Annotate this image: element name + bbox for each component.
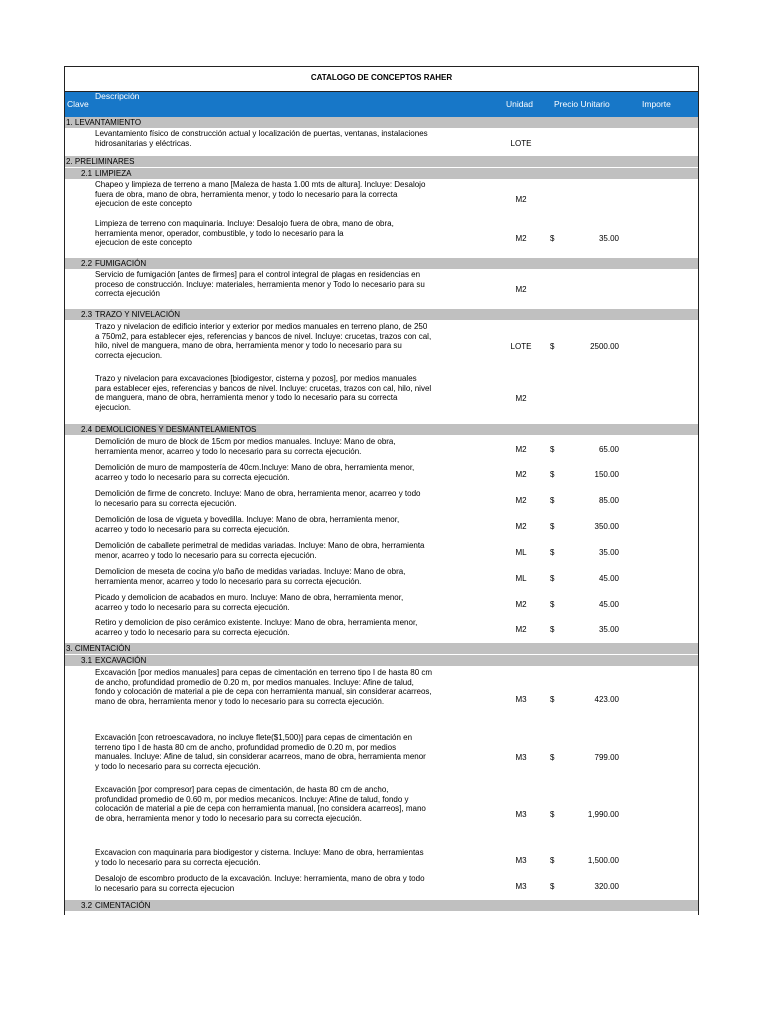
currency-sign: $ bbox=[550, 574, 555, 583]
currency-sign: $ bbox=[550, 522, 555, 531]
concept-description: Desalojo de escombro producto de la excavación. Incluye: herramienta, mano de obra y todo lo necesario para su correcta ejecucion bbox=[95, 874, 425, 893]
concept-description: Excavación [con retroescavadora, no incluye flete($1,500)] para cepas de cimentación en terreno tipo I de hasta 80 cm de ancho, profundidad promedio de 0.20 m, por medios manuales. Incluye: Afine de talud, sin considerar acarreos, mano de obra, herramienta menor y todo lo necesario para su correcta ejecución. bbox=[95, 733, 426, 771]
concept-row bbox=[65, 437, 698, 461]
concept-unit: M2 bbox=[515, 522, 527, 531]
concept-description: Excavación [por compresor] para cepas de cimentación, de hasta 80 cm de ancho, profundidad promedio de 0.60 m, por medios mecanicos. Incluye: Afine de talud, fondo y colocación de material a pie de cepa con herramienta manual, [no considera acarreos], mano de obra, herramienta menor y todo lo necesario para su correcta ejecución. bbox=[95, 785, 426, 823]
currency-sign: $ bbox=[550, 234, 555, 243]
concept-row bbox=[65, 515, 698, 539]
subsection-label: EXCAVACIÓN bbox=[95, 656, 147, 665]
unit-price: 150.00 bbox=[594, 470, 619, 479]
concept-unit: M2 bbox=[515, 470, 527, 479]
header-importe: Importe bbox=[642, 99, 671, 109]
unit-price: 320.00 bbox=[594, 882, 619, 891]
currency-sign: $ bbox=[550, 445, 555, 454]
section-header bbox=[65, 643, 698, 654]
concept-description: Excavación [por medios manuales] para cepas de cimentación en terreno tipo I de hasta 80 cm de ancho, profundidad promedio de 0.20 m, por medios manuales. Incluye: Afine de talud, fondo y colocación de material a pie de cepa con herramienta manual, sin considerar acarreos, mano de obra, herramienta menor y todo lo necesario para su correcta ejecución. bbox=[95, 668, 433, 706]
subsection-label: DEMOLICIONES Y DESMANTELAMIENTOS bbox=[95, 425, 257, 434]
subsection-number: 2.1 bbox=[81, 169, 93, 178]
subsection-label: TRAZO Y NIVELACIÓN bbox=[95, 310, 181, 319]
subsection-number: 2.3 bbox=[81, 310, 93, 319]
catalog-title: CATALOGO DE CONCEPTOS RAHER bbox=[65, 67, 698, 92]
concept-unit: M2 bbox=[515, 625, 527, 634]
subsection-header bbox=[65, 258, 698, 269]
concept-unit: LOTE bbox=[510, 139, 532, 148]
currency-sign: $ bbox=[550, 548, 555, 557]
section-header bbox=[65, 117, 698, 128]
concept-row bbox=[65, 567, 698, 591]
subsection-number: 3.2 bbox=[81, 901, 93, 910]
header-precio-unitario: Precio Unitario bbox=[554, 99, 610, 109]
concept-description: Demolición de caballete perimetral de medidas variadas. Incluye: Mano de obra, herramienta menor, acarreo y todo lo necesario para su correcta ejecución. bbox=[95, 541, 425, 560]
concept-unit: M2 bbox=[515, 394, 527, 403]
concept-description: Demolición de firme de concreto. Incluye: Mano de obra, herramienta menor, acarreo y todo lo necesario para su correcta ejecución. bbox=[95, 489, 421, 508]
concept-row bbox=[65, 785, 698, 847]
unit-price: 45.00 bbox=[598, 574, 619, 583]
concept-row bbox=[65, 489, 698, 513]
concept-unit: M2 bbox=[515, 496, 527, 505]
section-label: 1. LEVANTAMIENTO bbox=[66, 118, 142, 127]
concept-unit: ML bbox=[515, 548, 527, 557]
concept-unit: M3 bbox=[515, 695, 527, 704]
currency-sign: $ bbox=[550, 470, 555, 479]
concept-row bbox=[65, 219, 698, 257]
concept-row bbox=[65, 668, 698, 732]
currency-sign: $ bbox=[550, 496, 555, 505]
concept-description: Trazo y nivelacion de edificio interior y exterior por medios manuales en terreno plano, de 250 a 750m2, para establecer ejes, referencias y bancos de nivel. Incluye: crucetas, trazos con cal, hilo, nivel de manguera, mano de obra, herramienta menor y todo lo necesario para su correcta ejecucion. bbox=[95, 322, 432, 360]
unit-price: 1,990.00 bbox=[587, 810, 619, 819]
concept-row bbox=[65, 733, 698, 785]
currency-sign: $ bbox=[550, 810, 555, 819]
header-clave: Clave bbox=[67, 99, 89, 109]
concept-description: Demolicion de meseta de cocina y/o baño de medidas variadas. Incluye: Mano de obra, herramienta menor, acarreo y todo lo necesario para su correcta ejecución. bbox=[95, 567, 406, 586]
subsection-number: 3.1 bbox=[81, 656, 93, 665]
concept-description: Trazo y nivelacion para excavaciones [biodigestor, cisterna y pozos], por medios manuales para establecer ejes, referencias y bancos de nivel. Incluye: crucetas, trazos con cal, hilo, nivel de manguera, mano de obra, herramienta menor y todo lo necesario para su correcta ejecucion. bbox=[95, 374, 432, 412]
unit-price: 350.00 bbox=[594, 522, 619, 531]
concept-unit: M3 bbox=[515, 753, 527, 762]
concept-unit: M2 bbox=[515, 234, 527, 243]
concept-description: Servicio de fumigación [antes de firmes] para el control integral de plagas en residencias en proceso de construcción. Incluye: materiales, herramienta menor y Todo lo necesario para su correcta ejecución bbox=[95, 270, 425, 299]
concept-description: Excavacion con maquinaria para biodigestor y cisterna. Incluye: Mano de obra, herramientas y todo lo necesario para su correcta ejecución. bbox=[95, 848, 424, 867]
concept-description: Retiro y demolicion de piso cerámico existente. Incluye: Mano de obra, herramienta menor, acarreo y todo lo necesario para su correcta ejecución. bbox=[95, 618, 418, 637]
currency-sign: $ bbox=[550, 856, 555, 865]
subsection-header bbox=[65, 424, 698, 435]
concept-description: Demolición de muro de block de 15cm por medios manuales. Incluye: Mano de obra, herramienta menor, acarreo y todo lo necesario para su correcta ejecución. bbox=[95, 437, 396, 456]
subsection-label: CIMENTACIÓN bbox=[95, 901, 151, 910]
concept-description: Chapeo y limpieza de terreno a mano [Maleza de hasta 1.00 mts de altura]. Incluye: Desalojo fuera de obra, mano de obra, herramienta menor, y todo lo necesario para la correcta ejecucion de este concepto bbox=[95, 180, 426, 209]
concept-row bbox=[65, 593, 698, 617]
concept-unit: M2 bbox=[515, 445, 527, 454]
subsection-header bbox=[65, 309, 698, 320]
section-label: 2. PRELIMINARES bbox=[66, 157, 135, 166]
unit-price: 1,500.00 bbox=[587, 856, 619, 865]
subsection-label: FUMIGACIÓN bbox=[95, 259, 147, 268]
unit-price: 423.00 bbox=[594, 695, 619, 704]
concept-row bbox=[65, 180, 698, 217]
unit-price: 35.00 bbox=[598, 548, 619, 557]
currency-sign: $ bbox=[550, 600, 555, 609]
concept-unit: ML bbox=[515, 574, 527, 583]
concept-unit: M3 bbox=[515, 810, 527, 819]
concept-row bbox=[65, 618, 698, 642]
concept-description: Demolición de losa de vigueta y bovedilla. Incluye: Mano de obra, herramienta menor, acarreo y todo lo necesario para su correcta ejecución. bbox=[95, 515, 400, 534]
subsection-number: 2.4 bbox=[81, 425, 93, 434]
unit-price: 799.00 bbox=[594, 753, 619, 762]
subsection-header bbox=[65, 900, 698, 911]
concept-row bbox=[65, 270, 698, 308]
concept-unit: M3 bbox=[515, 856, 527, 865]
unit-price: 85.00 bbox=[598, 496, 619, 505]
concept-row bbox=[65, 541, 698, 565]
concept-row bbox=[65, 848, 698, 872]
concept-row bbox=[65, 322, 698, 368]
subsection-header bbox=[65, 168, 698, 179]
unit-price: 65.00 bbox=[598, 445, 619, 454]
concept-unit: M2 bbox=[515, 285, 527, 294]
concept-description: Demolición de muro de mampostería de 40cm.Incluye: Mano de obra, herramienta menor, acarreo y todo lo necesario para su correcta ejecución. bbox=[95, 463, 415, 482]
concept-row bbox=[65, 129, 698, 156]
concept-description: Picado y demolicion de acabados en muro. Incluye: Mano de obra, herramienta menor, acarreo y todo lo necesario para su correcta ejecución. bbox=[95, 593, 404, 612]
concept-description: Limpieza de terreno con maquinaria. Incluye: Desalojo fuera de obra, mano de obra, herramienta menor, operador, combustible, y todo lo necesario para la ejecucion de este concepto bbox=[95, 219, 394, 248]
subsection-number: 2.2 bbox=[81, 259, 93, 268]
concept-row bbox=[65, 374, 698, 424]
section-label: 3. CIMENTACIÓN bbox=[66, 644, 131, 653]
column-header-row bbox=[65, 92, 698, 117]
concept-row bbox=[65, 463, 698, 487]
currency-sign: $ bbox=[550, 695, 555, 704]
subsection-label: LIMPIEZA bbox=[95, 169, 132, 178]
unit-price: 2500.00 bbox=[590, 342, 619, 351]
currency-sign: $ bbox=[550, 753, 555, 762]
currency-sign: $ bbox=[550, 882, 555, 891]
section-header bbox=[65, 156, 698, 167]
concept-unit: M3 bbox=[515, 882, 527, 891]
concept-unit: M2 bbox=[515, 195, 527, 204]
concepts-catalog-sheet bbox=[64, 66, 699, 915]
concept-description: Levantamiento físico de construcción actual y localización de puertas, ventanas, instalaciones hidrosanitarias y eléctricas. bbox=[95, 129, 428, 148]
unit-price: 35.00 bbox=[598, 234, 619, 243]
header-descripcion: Descripción bbox=[95, 91, 140, 101]
concept-row bbox=[65, 874, 698, 898]
concept-unit: LOTE bbox=[510, 342, 532, 351]
concept-unit: M2 bbox=[515, 600, 527, 609]
currency-sign: $ bbox=[550, 342, 555, 351]
header-unidad: Unidad bbox=[506, 99, 533, 109]
currency-sign: $ bbox=[550, 625, 555, 634]
unit-price: 35.00 bbox=[598, 625, 619, 634]
unit-price: 45.00 bbox=[598, 600, 619, 609]
subsection-header bbox=[65, 655, 698, 666]
